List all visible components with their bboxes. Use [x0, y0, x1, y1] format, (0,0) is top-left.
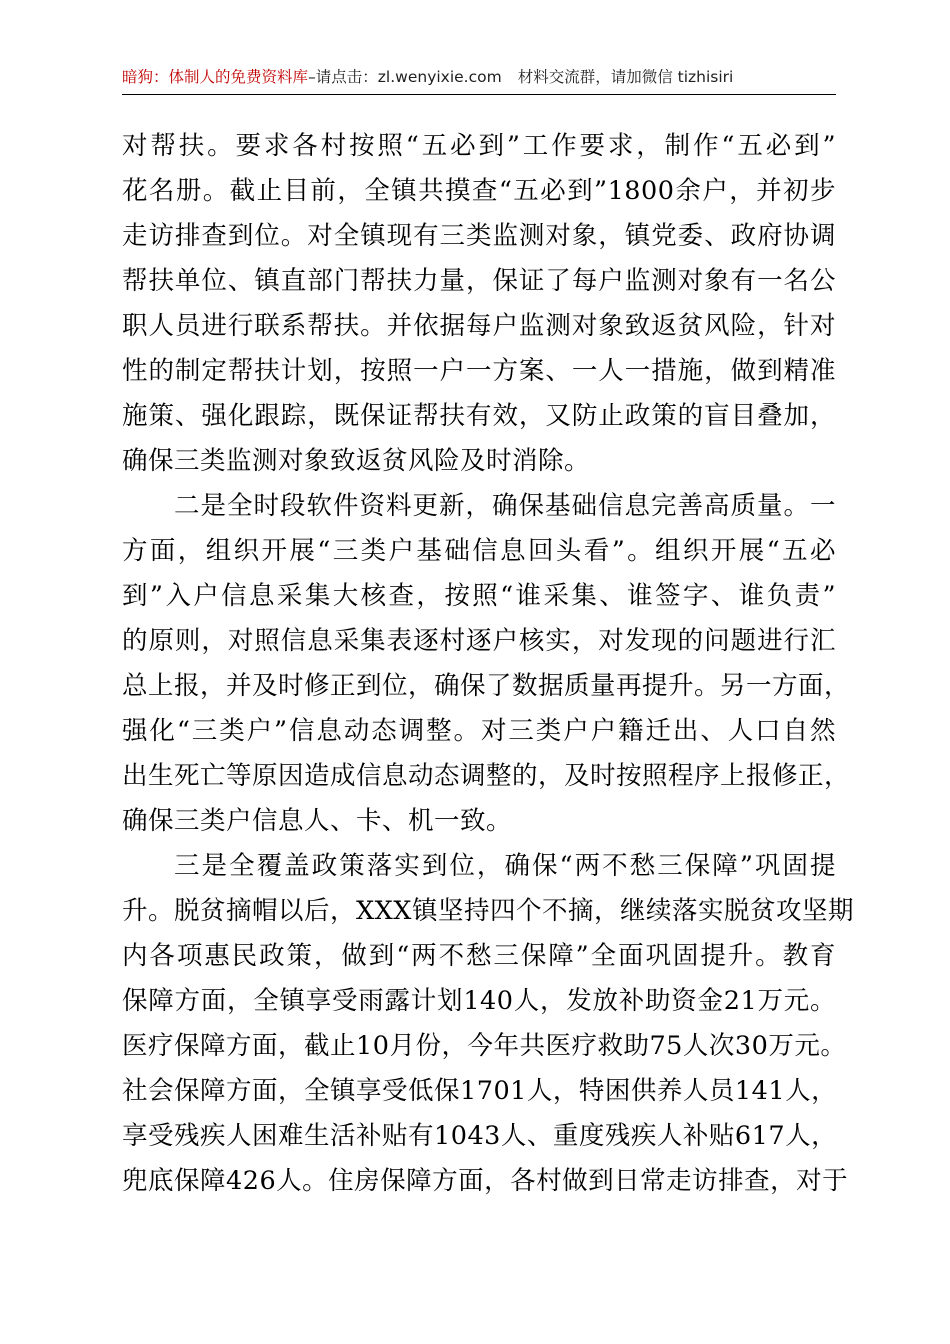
text-line: 二是全时段软件资料更新，确保基础信息完善高质量。一 — [174, 491, 836, 521]
text-line: 兜底保障426人。住房保障方面，各村做到日常走访排查，对于 — [122, 1166, 849, 1196]
header-divider — [122, 94, 836, 95]
text-line: 对帮扶。要求各村按照“五必到”工作要求，制作“五必到” — [122, 131, 836, 161]
text-line: 享受残疾人困难生活补贴有1043人、重度残疾人补贴617人， — [122, 1121, 838, 1151]
text-line: 花名册。截止目前，全镇共摸查“五必到”1800余户，并初步 — [122, 176, 836, 206]
text-line: 走访排查到位。对全镇现有三类监测对象，镇党委、政府协调 — [122, 221, 836, 251]
text-line: 升。脱贫摘帽以后，XXX镇坚持四个不摘，继续落实脱贫攻坚期 — [122, 896, 854, 926]
text-line: 职人员进行联系帮扶。并依据每户监测对象致返贫风险，针对 — [122, 311, 836, 341]
header-link-url[interactable]: zl.wenyixie.com — [377, 68, 502, 86]
header-site-label: 暗狗：体制人的免费资料库 — [122, 68, 309, 86]
text-line: 内各项惠民政策，做到“两不愁三保障”全面巩固提升。教育 — [122, 941, 836, 971]
header-contact-text: 材料交流群，请加微信 tizhisiri — [517, 68, 734, 86]
text-line: 确保三类户信息人、卡、机一致。 — [122, 806, 513, 836]
page-header — [122, 62, 834, 92]
document-body — [122, 124, 854, 1204]
text-line: 出生死亡等原因造成信息动态调整的，及时按照程序上报修正， — [122, 761, 851, 791]
text-line: 确保三类监测对象致返贫风险及时消除。 — [122, 446, 591, 476]
text-line: 三是全覆盖政策落实到位，确保“两不愁三保障”巩固提 — [174, 851, 836, 881]
text-line: 社会保障方面，全镇享受低保1701人，特困供养人员141人， — [122, 1076, 838, 1106]
text-line: 性的制定帮扶计划，按照一户一方案、一人一措施，做到精准 — [122, 356, 836, 386]
text-line: 强化“三类户”信息动态调整。对三类户户籍迁出、人口自然 — [122, 716, 836, 746]
text-line: 保障方面，全镇享受雨露计划140人，发放补助资金21万元。 — [122, 986, 836, 1016]
text-line: 施策、强化跟踪，既保证帮扶有效，又防止政策的盲目叠加， — [122, 401, 836, 431]
text-line: 总上报，并及时修正到位，确保了数据质量再提升。另一方面， — [122, 671, 851, 701]
text-line: 的原则，对照信息采集表逐村逐户核实，对发现的问题进行汇 — [122, 626, 836, 656]
text-line: 医疗保障方面，截止10月份，今年共医疗救助75人次30万元。 — [122, 1031, 847, 1061]
header-link-prompt: –请点击： — [308, 68, 378, 86]
text-line: 方面，组织开展“三类户基础信息回头看”。组织开展“五必 — [122, 536, 836, 566]
text-line: 到”入户信息采集大核查，按照“谁采集、谁签字、谁负责” — [122, 581, 836, 611]
text-line: 帮扶单位、镇直部门帮扶力量，保证了每户监测对象有一名公 — [122, 266, 836, 296]
